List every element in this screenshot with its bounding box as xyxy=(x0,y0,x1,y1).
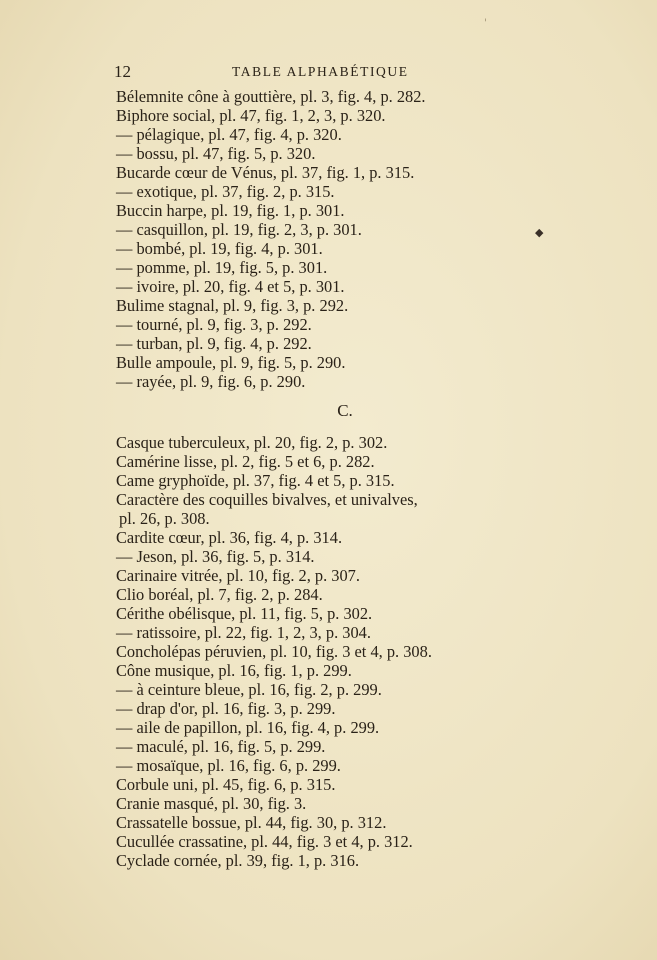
index-entry: — drap d'or, pl. 16, fig. 3, p. 299. xyxy=(116,699,336,718)
index-entry: Crassatelle bossue, pl. 44, fig. 30, p. 312. xyxy=(116,813,387,832)
index-entry: Bulime stagnal, pl. 9, fig. 3, p. 292. xyxy=(116,296,349,315)
index-entry: Corbule uni, pl. 45, fig. 6, p. 315. xyxy=(116,775,336,794)
page-number: 12 xyxy=(114,62,131,81)
index-entry: — ivoire, pl. 20, fig. 4 et 5, p. 301. xyxy=(116,277,345,296)
index-entry: Buccin harpe, pl. 19, fig. 1, p. 301. xyxy=(116,201,345,220)
index-entry: Cucullée crassatine, pl. 44, fig. 3 et 4, p. 312. xyxy=(116,832,413,851)
index-entry: — aile de papillon, pl. 16, fig. 4, p. 299. xyxy=(116,718,380,737)
index-entry: Cardite cœur, pl. 36, fig. 4, p. 314. xyxy=(116,528,343,547)
index-entries xyxy=(116,87,556,870)
running-title: TABLE ALPHABÉTIQUE xyxy=(232,64,409,79)
index-entry: — exotique, pl. 37, fig. 2, p. 315. xyxy=(116,182,335,201)
index-entry: — casquillon, pl. 19, fig. 2, 3, p. 301. xyxy=(116,220,362,239)
index-entry: Cranie masqué, pl. 30, fig. 3. xyxy=(116,794,307,813)
index-entry: — Jeson, pl. 36, fig. 5, p. 314. xyxy=(116,547,315,566)
index-entry: Carinaire vitrée, pl. 10, fig. 2, p. 307. xyxy=(116,566,360,585)
index-entry: — bombé, pl. 19, fig. 4, p. 301. xyxy=(116,239,323,258)
index-entry: — turban, pl. 9, fig. 4, p. 292. xyxy=(116,334,312,353)
section-heading-c: C. xyxy=(337,401,353,420)
index-entry: — pélagique, pl. 47, fig. 4, p. 320. xyxy=(116,125,342,144)
index-entry: Bucarde cœur de Vénus, pl. 37, fig. 1, p. 315. xyxy=(116,163,415,182)
index-entry: Concholépas péruvien, pl. 10, fig. 3 et 4, p. 308. xyxy=(116,642,432,661)
index-entry: — rayée, pl. 9, fig. 6, p. 290. xyxy=(116,372,306,391)
ink-spot: ◆ xyxy=(535,226,544,239)
index-entry: Caractère des coquilles bivalves, et univalves, xyxy=(116,490,418,509)
paper-mark: ' xyxy=(484,18,487,29)
index-entry: — tourné, pl. 9, fig. 3, p. 292. xyxy=(116,315,312,334)
index-entry: — à ceinture bleue, pl. 16, fig. 2, p. 299. xyxy=(116,680,382,699)
section-c xyxy=(116,433,556,870)
index-entry: Came gryphoïde, pl. 37, fig. 4 et 5, p. 315. xyxy=(116,471,395,490)
index-entry: Bulle ampoule, pl. 9, fig. 5, p. 290. xyxy=(116,353,346,372)
index-entry: — bossu, pl. 47, fig. 5, p. 320. xyxy=(116,144,316,163)
index-entry: — pomme, pl. 19, fig. 5, p. 301. xyxy=(116,258,328,277)
section-b xyxy=(116,87,556,391)
page-header xyxy=(114,62,534,84)
index-entry: Clio boréal, pl. 7, fig. 2, p. 284. xyxy=(116,585,323,604)
index-entry: Biphore social, pl. 47, fig. 1, 2, 3, p. 320. xyxy=(116,106,386,125)
index-entry: — maculé, pl. 16, fig. 5, p. 299. xyxy=(116,737,326,756)
index-entry: Camérine lisse, pl. 2, fig. 5 et 6, p. 282. xyxy=(116,452,375,471)
index-entry: Cérithe obélisque, pl. 11, fig. 5, p. 302. xyxy=(116,604,373,623)
index-entry: — ratissoire, pl. 22, fig. 1, 2, 3, p. 304. xyxy=(116,623,371,642)
index-entry: Casque tuberculeux, pl. 20, fig. 2, p. 302. xyxy=(116,433,388,452)
index-entry: Bélemnite cône à gouttière, pl. 3, fig. 4, p. 282. xyxy=(116,87,426,106)
index-entry: — mosaïque, pl. 16, fig. 6, p. 299. xyxy=(116,756,341,775)
index-entry-continuation: pl. 26, p. 308. xyxy=(119,509,210,528)
index-entry: Cône musique, pl. 16, fig. 1, p. 299. xyxy=(116,661,352,680)
index-entry: Cyclade cornée, pl. 39, fig. 1, p. 316. xyxy=(116,851,360,870)
